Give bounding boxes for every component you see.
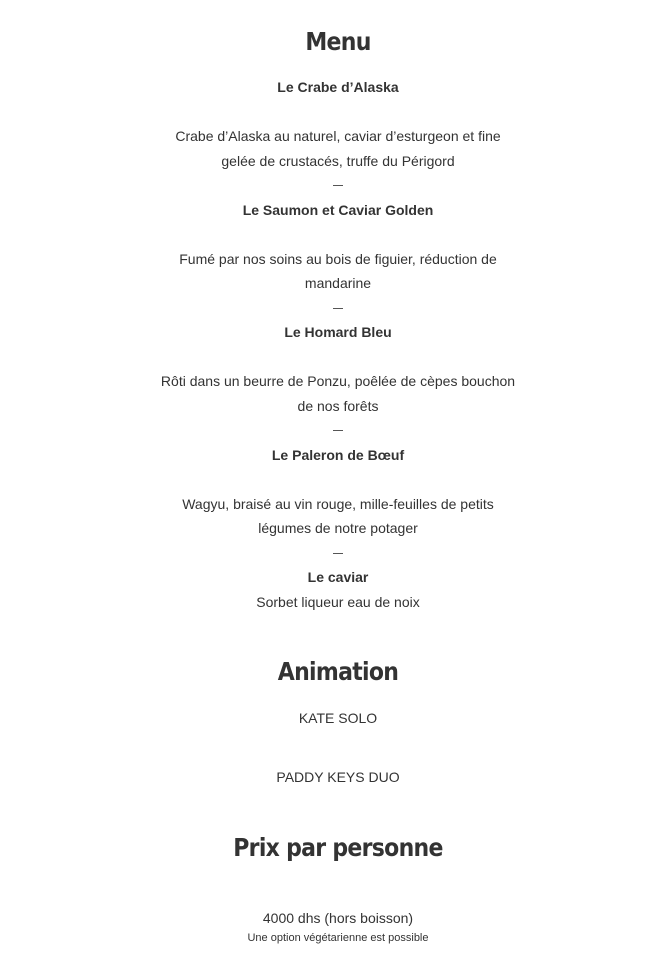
course-description: légumes de notre potager bbox=[258, 520, 418, 536]
course-description: de nos forêts bbox=[297, 398, 379, 414]
course-description: Fumé par nos soins au bois de figuier, réduction de bbox=[179, 251, 497, 267]
animation-act: KATE SOLO bbox=[298, 710, 378, 726]
course-description: Crabe d’Alaska au naturel, caviar d’esturgeon et fine bbox=[175, 128, 501, 144]
animation-heading: Animation bbox=[277, 657, 399, 686]
course-description: Rôti dans un beurre de Ponzu, poêlée de cèpes bouchon bbox=[160, 373, 516, 389]
course-separator bbox=[333, 430, 343, 431]
course-description: mandarine bbox=[304, 275, 372, 291]
vegetarian-note: Une option végétarienne est possible bbox=[247, 932, 429, 944]
price-heading: Prix par personne bbox=[233, 833, 443, 862]
course-name: Le Paleron de Bœuf bbox=[271, 447, 405, 463]
menu-heading: Menu bbox=[305, 27, 371, 56]
course-name: Le Crabe d’Alaska bbox=[277, 79, 399, 95]
price-amount: 4000 dhs (hors boisson) bbox=[262, 910, 414, 926]
course-description: Sorbet liqueur eau de noix bbox=[256, 594, 420, 610]
course-separator bbox=[333, 185, 343, 186]
course-description: Wagyu, braisé au vin rouge, mille-feuilles de petits bbox=[182, 496, 494, 512]
course-separator bbox=[333, 308, 343, 309]
course-name: Le Saumon et Caviar Golden bbox=[242, 202, 434, 218]
course-name: Le caviar bbox=[307, 569, 369, 585]
course-description: gelée de crustacés, truffe du Périgord bbox=[221, 153, 455, 169]
course-name: Le Homard Bleu bbox=[284, 324, 392, 340]
animation-act: PADDY KEYS DUO bbox=[276, 769, 400, 785]
course-separator bbox=[333, 553, 343, 554]
